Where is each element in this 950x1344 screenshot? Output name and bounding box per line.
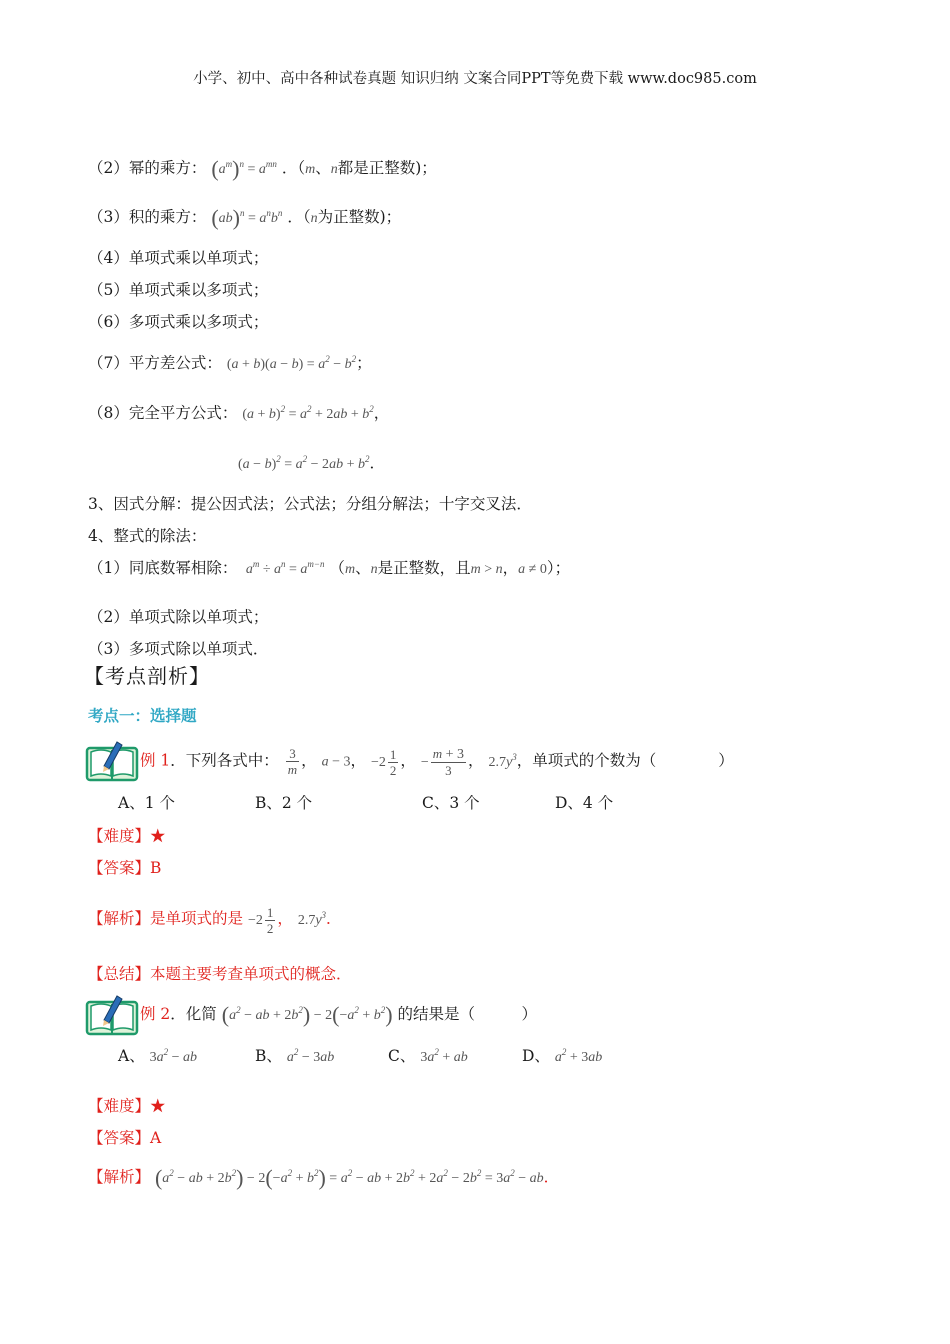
example-1-option-a[interactable]: A、1 个 — [118, 794, 175, 812]
list-item-mono-div-mono: （2）单项式除以单项式； — [88, 608, 269, 626]
formula-power-of-power: $(a^m)^n = a^{mn}$ — [211, 156, 277, 181]
list-item-power-of-power: （2）幂的乘方： $(a^m)^n = a^{mn}$ ．（m、n都是正整数)； — [88, 156, 437, 181]
list-item-poly-div-mono: （3）多项式除以单项式． — [88, 640, 269, 658]
example-2-difficulty: 【难度】★ — [88, 1097, 166, 1115]
formula-difference-of-squares: $(a + b)(a - b) = a^2 - b^2$ — [226, 354, 357, 372]
example-2-answer: 【答案】A — [88, 1129, 162, 1147]
example-1-difficulty: 【难度】★ — [88, 827, 166, 845]
example-1-option-c[interactable]: C、3 个 — [422, 794, 480, 812]
example-1-answer: 【答案】B — [88, 859, 162, 877]
example-1-question: 例 1．下列各式中： $\frac{3}{m}$ ， a − 3， −2 $\frac{1}{2}$ ， − $\frac{m + 3}{3}$ ， $2.7y^3$，单项式的个数为（ ） — [140, 746, 734, 779]
star-icon: ★ — [150, 1097, 166, 1115]
term-a-minus-3: a − 3 — [321, 754, 351, 770]
term-minus-2-and-half: −2 $\frac{1}{2}$ — [370, 746, 397, 778]
term-2-7-y-cubed: $2.7y^3$ — [488, 751, 517, 770]
division-title: 4、整式的除法： — [88, 527, 207, 545]
formula-power-of-product: $(ab)^n = a^nb^n$ — [211, 205, 283, 230]
kaodian-title: 考点一：选择题 — [88, 706, 197, 725]
factorization-line: 3、因式分解：提公因式法；公式法；分组分解法；十字交叉法． — [88, 495, 532, 513]
list-item-same-base-division: （1）同底数幂相除： $a^m \div a^n = a^{m-n}$ （m、n是正整数，且m > n，a ≠ 0）； — [88, 559, 571, 577]
list-item-poly-times-poly: （6）多项式乘以多项式； — [88, 313, 269, 331]
list-item-mono-times-mono: （4）单项式乘以单项式； — [88, 249, 269, 267]
condition-m-gt-n: m > n — [470, 562, 503, 577]
list-item-power-of-product: （3）积的乘方： $(ab)^n = a^nb^n$ ．（n为正整数)； — [88, 205, 402, 230]
term-minus-m-plus-3-over-3: − $\frac{m + 3}{3}$ — [420, 746, 465, 779]
book-pencil-icon — [84, 992, 140, 1036]
analysis-derivation: ($a^2$ − ab + $2b^2) - 2(-a^2 + b^2) = a^2$ − ab + $2b^2 + 2a^2 - 2b^2 = 3a^2$ − ab — [154, 1165, 544, 1190]
example-2-option-b[interactable]: B、 $a^2 - 3ab$ — [255, 1047, 335, 1065]
formula-same-base-division: $a^m \div a^n = a^{m-n}$ — [242, 559, 325, 577]
book-pencil-icon — [84, 738, 140, 782]
condition-a-ne-0: a ≠ 0 — [518, 562, 547, 577]
list-item-difference-of-squares: （7）平方差公式： $(a + b)(a - b) = a^2 - b^2$； — [88, 354, 372, 372]
example-2-question: 例 2．化简 ($a^2$ − ab + $2b^2) - 2(-a^2 + b^2)$ 的结果是（ ） — [140, 1002, 538, 1027]
example-2-option-a[interactable]: A、 $3a^2$ − ab — [118, 1047, 198, 1065]
list-item-perfect-square: （8）完全平方公式： $(a + b)^2 = a^2 + 2ab + b^2$， — [88, 404, 390, 422]
example-1-option-d[interactable]: D、4 个 — [555, 794, 614, 812]
analysis-term-2-7-y-cubed: $2.7y^3$ — [297, 909, 327, 928]
example-2-option-d[interactable]: D、 $a^2 + 3ab$ — [522, 1047, 603, 1065]
formula-perfect-square-minus: $(a - b)^2 = a^2 - 2ab + b^2$ — [238, 454, 370, 472]
list-item-mono-times-poly: （5）单项式乘以多项式； — [88, 281, 269, 299]
example-2-option-c[interactable]: C、 $3a^2$ + ab — [388, 1047, 468, 1065]
analysis-term-minus-2-and-half: −2 $\frac{1}{2}$ — [247, 905, 274, 936]
site-header: 小学、初中、高中各种试卷真题 知识归纳 文案合同PPT等免费下载 www.doc985.com — [193, 71, 757, 87]
example-1-option-b[interactable]: B、2 个 — [255, 794, 313, 812]
example-1-analysis: 【解析】是单项式的是 −2 $\frac{1}{2}$ ， $2.7y^3$． — [88, 905, 342, 936]
term-3-over-m: $\frac{3}{m}$ — [287, 746, 298, 777]
list-item-perfect-square-minus: $(a - b)^2 = a^2 - 2ab + b^2$． — [238, 454, 385, 472]
example-2-analysis: 【解析】 ($a^2$ − ab + $2b^2) - 2(-a^2 + b^2) = a^2$ − ab + $2b^2 + 2a^2 - 2b^2 = 3a^2$ − ab． — [88, 1165, 560, 1190]
formula-perfect-square-plus: $(a + b)^2 = a^2 + 2ab + b^2$ — [242, 404, 374, 422]
star-icon: ★ — [150, 827, 166, 845]
example-1-summary: 【总结】本题主要考查单项式的概念． — [88, 965, 352, 983]
section-title: 【考点剖析】 — [84, 664, 210, 688]
expression-to-simplify: ($a^2$ − ab + $2b^2) - 2(-a^2 + b^2)$ — [221, 1002, 393, 1027]
